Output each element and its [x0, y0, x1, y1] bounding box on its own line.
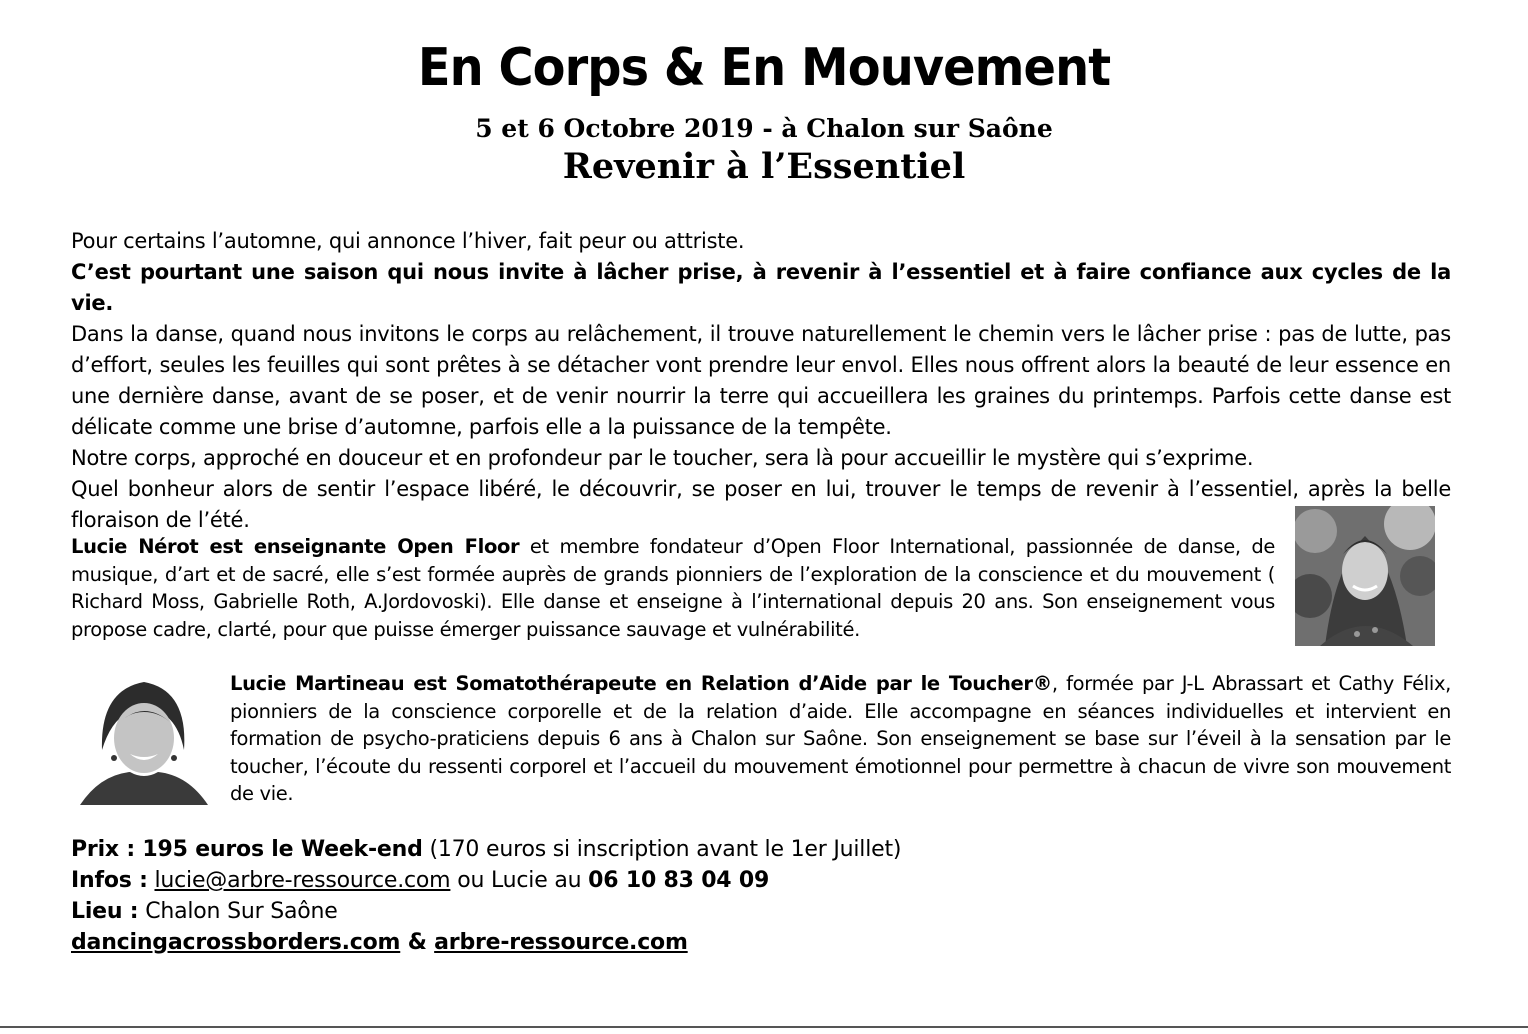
location-line: [71, 896, 1451, 927]
intro-paragraph-3: Dans la danse, quand nous invitons le corps au relâchement, il trouve naturellement le chemin vers le lâcher prise : pas de lutte, pas d’effort, seules les feuilles qui sont prêtes à se détacher vont prendre leur envol. Elles nous offrent alors la beauté de leur essence en une dernière danse, avant de se poser, et de venir nourrir la terre qui accueillera les graines du printemps. Parfois cette danse est délicate comme une brise d’automne, parfois elle a la puissance de la tempête.: [71, 322, 1451, 439]
event-date-location: 5 et 6 Octobre 2019 - à Chalon sur Saône: [475, 114, 1053, 143]
bio-lucie-martineau: [230, 670, 1451, 808]
contact-mid: ou Lucie au: [450, 868, 589, 893]
email-link[interactable]: lucie@arbre-ressource.com: [154, 868, 451, 893]
intro-paragraph-5: Quel bonheur alors de sentir l’espace libéré, le découvrir, se poser en lui, trouver le temps de revenir à l’essentiel, après la belle floraison de l’été.: [71, 477, 1451, 532]
bio-lucie-nerot: [71, 533, 1275, 643]
event-tagline: Revenir à l’Essentiel: [562, 146, 966, 187]
location-label: Lieu :: [71, 899, 139, 924]
price-line: [71, 834, 1451, 865]
phone-number: 06 10 83 04 09: [588, 868, 770, 893]
location-value: Chalon Sur Saône: [138, 899, 338, 924]
bio-lucie-martineau-text: , formée par J-L Abrassart et Cathy Félix, pionniers de la conscience corporelle et de la relation d’aide. Elle accompagne en séances individuelles et intervient en formation de psycho-praticiens depuis 6 ans à Chalon sur Saône. Son enseignement se base sur l’éveil à la sensation par le toucher, l’écoute du ressenti corporel et l’accueil du mouvement émotionnel pour permettre à chacun de vivre son mouvement de vie.: [230, 672, 1451, 805]
bio-lucie-nerot-lead: Lucie Nérot est enseignante Open Floor: [71, 535, 520, 558]
photo-lucie-martineau: [80, 670, 208, 805]
intro-paragraph-4: Notre corps, approché en douceur et en profondeur par le toucher, sera là pour accueillir le mystère qui s’exprime.: [71, 446, 1254, 470]
bottom-divider: [0, 1026, 1528, 1028]
practical-info: [71, 834, 1451, 958]
contact-line: [71, 865, 1451, 896]
bio-lucie-martineau-lead: Lucie Martineau est Somatothérapeute en Relation d’Aide par le Toucher®: [230, 672, 1052, 695]
bio-lucie-nerot-text: et membre fondateur d’Open Floor International, passionnée de danse, de musique, d’art et de sacré, elle s’est formée auprès de grands pionniers de l’exploration de la conscience et du mouvement ( Richard Moss, Gabrielle Roth, A.Jordovoski). Elle danse et enseigne à l’international depuis 20 ans. Son enseignement vous propose cadre, clarté, pour que puisse émerger puissance sauvage et vulnérabilité.: [71, 535, 1275, 641]
websites-ampersand: &: [400, 930, 435, 955]
contact-label: Infos :: [71, 868, 148, 893]
websites-line: [71, 927, 1451, 958]
website-link-arbre-ressource[interactable]: arbre-ressource.com: [434, 930, 688, 955]
photo-lucie-nerot: [1295, 506, 1435, 646]
website-link-dancingacrossborders[interactable]: dancingacrossborders.com: [71, 930, 401, 955]
price-label: Prix : 195 euros le Week-end: [71, 837, 423, 862]
intro-line-2: C’est pourtant une saison qui nous invite à lâcher prise, à revenir à l’essentiel et à faire confiance aux cycles de la vie.: [71, 260, 1451, 315]
intro-text: [71, 226, 1451, 536]
page-title: En Corps & En Mouvement: [417, 38, 1111, 98]
intro-line-1: Pour certains l’automne, qui annonce l’hiver, fait peur ou attriste.: [71, 229, 745, 253]
price-note: (170 euros si inscription avant le 1er Juillet): [422, 837, 902, 862]
